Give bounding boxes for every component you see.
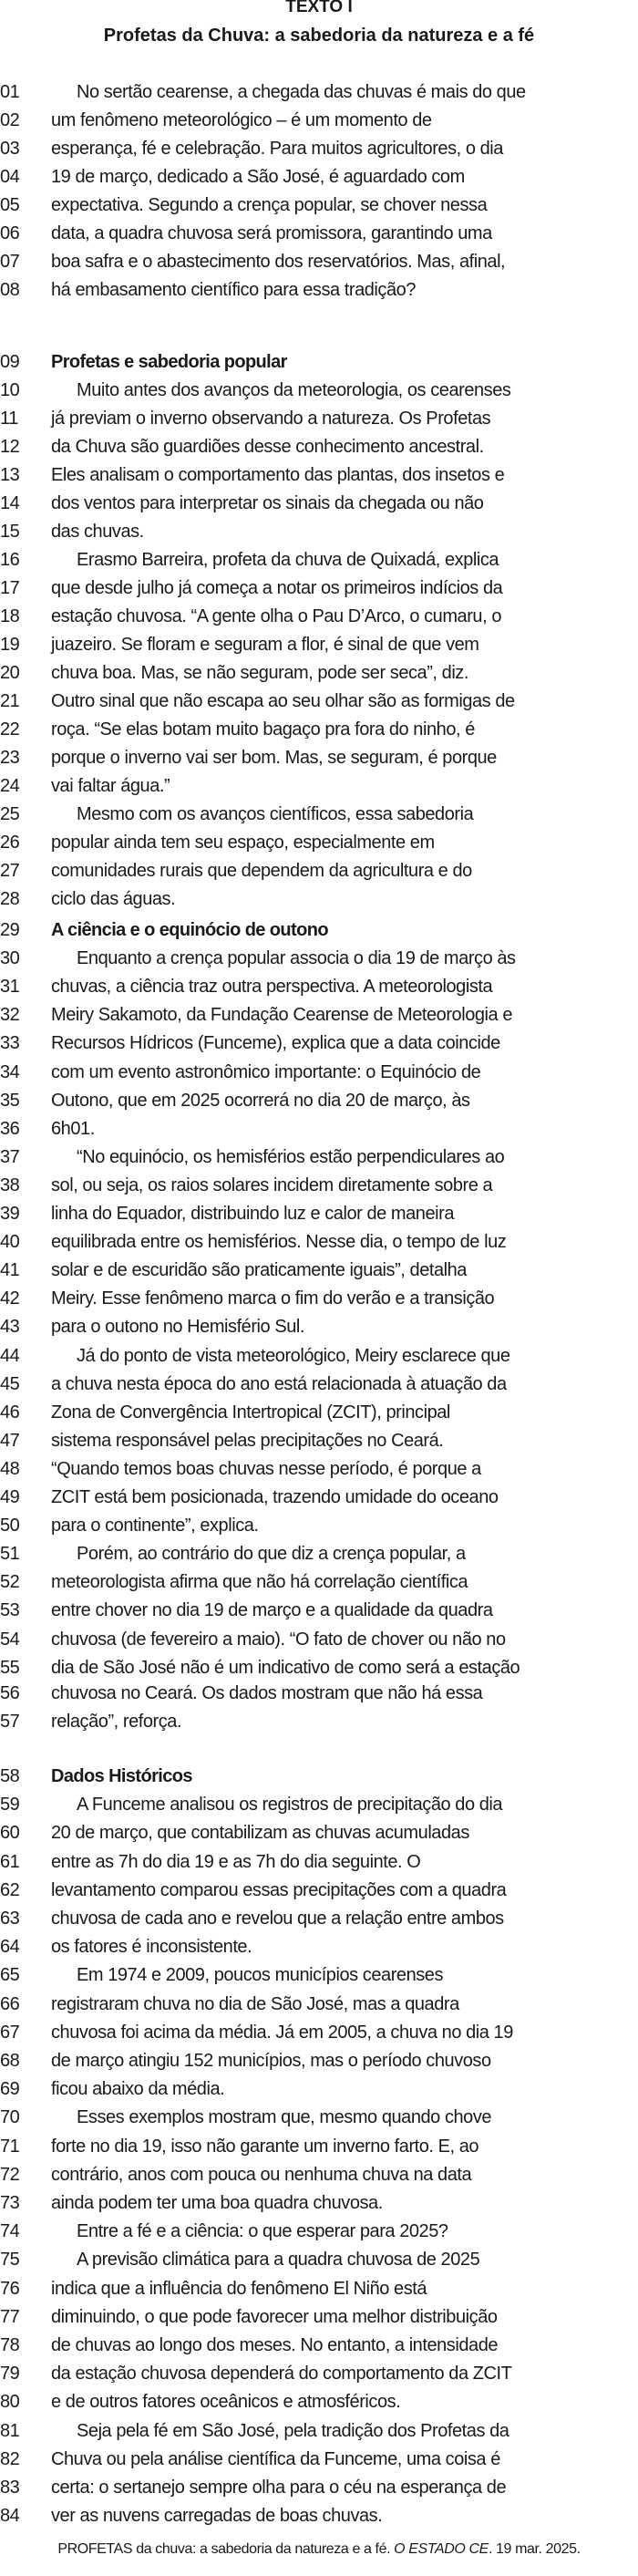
text-line xyxy=(0,2246,638,2274)
text-line xyxy=(0,945,638,973)
line-number: 21 xyxy=(0,691,20,711)
line-number: 40 xyxy=(0,1232,20,1253)
line-number: 42 xyxy=(0,1288,20,1309)
line-text: sistema responsável pelas precipitações no Ceará. xyxy=(51,1430,444,1451)
line-text: Chuva ou pela análise científica da Funceme, uma coisa é xyxy=(51,2448,500,2469)
line-number: 71 xyxy=(0,2136,20,2157)
line-number: 72 xyxy=(0,2164,20,2185)
line-text: de março atingiu 152 municípios, mas o período chuvoso xyxy=(51,2051,491,2071)
line-text: com um evento astronômico importante: o Equinócio de xyxy=(51,1061,481,1082)
line-text: No sertão cearense, a chegada das chuvas é mais do que xyxy=(77,82,526,102)
line-number: 37 xyxy=(0,1146,20,1167)
text-line xyxy=(0,2303,638,2332)
line-number: 47 xyxy=(0,1430,20,1451)
line-number: 12 xyxy=(0,437,20,457)
line-text: solar e de escuridão são praticamente iguais”, detalha xyxy=(51,1260,467,1281)
line-number: 66 xyxy=(0,1993,20,2014)
text-line xyxy=(0,518,638,546)
citation-end: . 19 mar. 2025. xyxy=(488,2541,581,2557)
line-number: 84 xyxy=(0,2506,20,2527)
line-text: para o outono no Hemisfério Sul. xyxy=(51,1317,304,1338)
line-number: 10 xyxy=(0,380,20,400)
text-line xyxy=(0,688,638,716)
text-line xyxy=(0,2360,638,2388)
line-text: chuvosa no Ceará. Os dados mostram que não há essa xyxy=(51,1683,483,1703)
section-heading: A ciência e o equinócio de outono xyxy=(51,920,328,940)
line-text: relação”, reforça. xyxy=(51,1712,182,1732)
line-text: Já do ponto de vista meteorológico, Meiry esclarece que xyxy=(77,1345,510,1366)
line-text: Zona de Convergência Intertropical (ZCIT), principal xyxy=(51,1402,450,1422)
line-text: um fenômeno meteorológico – é um momento de xyxy=(51,110,432,130)
line-text: Seja pela fé em São José, pela tradição dos Profetas da xyxy=(77,2420,509,2441)
line-text: chuvosa foi acima da média. Já em 2005, a chuva no dia 19 xyxy=(51,2022,513,2043)
text-line xyxy=(0,1115,638,1143)
line-text: 6h01. xyxy=(51,1118,95,1139)
line-number: 11 xyxy=(0,409,18,429)
line-number: 41 xyxy=(0,1260,20,1281)
section-heading-line xyxy=(0,348,638,377)
line-number: 18 xyxy=(0,606,20,626)
text-line xyxy=(0,107,638,135)
line-number: 50 xyxy=(0,1516,20,1536)
line-number: 62 xyxy=(0,1879,20,1900)
line-text: comunidades rurais que dependem da agricultura e do xyxy=(51,861,472,881)
text-line xyxy=(0,1455,638,1484)
line-number: 13 xyxy=(0,465,20,485)
text-line xyxy=(0,744,638,772)
text-line xyxy=(0,857,638,885)
text-line xyxy=(0,1427,638,1455)
text-line xyxy=(0,1654,638,1682)
line-number: 28 xyxy=(0,889,20,909)
line-number: 39 xyxy=(0,1204,20,1224)
line-number: 58 xyxy=(0,1766,20,1786)
line-number: 82 xyxy=(0,2448,20,2469)
line-number: 17 xyxy=(0,578,20,598)
line-text: diminuindo, o que pode favorecer uma melhor distribuição xyxy=(51,2306,498,2327)
citation xyxy=(0,2539,638,2560)
line-number: 83 xyxy=(0,2478,20,2498)
line-text: popular ainda tem seu espaço, especialmente em xyxy=(51,833,435,853)
line-text: Outono, que em 2025 ocorrerá no dia 20 de março, às xyxy=(51,1090,470,1111)
line-number: 76 xyxy=(0,2278,20,2299)
text-line xyxy=(0,2075,638,2104)
text-line xyxy=(0,191,638,220)
text-line xyxy=(0,772,638,801)
line-number: 73 xyxy=(0,2193,20,2213)
citation-source: O ESTADO CE xyxy=(394,2541,489,2557)
text-line xyxy=(0,885,638,914)
text-line xyxy=(0,2388,638,2416)
text-line xyxy=(0,1087,638,1115)
text-line xyxy=(0,220,638,248)
line-text: juazeiro. Se floram e seguram a flor, é sinal de que vem xyxy=(51,635,479,655)
line-text: entre as 7h do dia 19 e as 7h do dia seguinte. O xyxy=(51,1851,421,1872)
line-text: A previsão climática para a quadra chuvosa de 2025 xyxy=(77,2250,480,2271)
line-number: 49 xyxy=(0,1487,20,1507)
line-number: 29 xyxy=(0,920,20,940)
text-line xyxy=(0,1200,638,1228)
line-number: 54 xyxy=(0,1629,20,1650)
text-line xyxy=(0,1626,638,1654)
line-number: 23 xyxy=(0,748,20,768)
line-number: 55 xyxy=(0,1657,20,1678)
line-number: 06 xyxy=(0,223,20,243)
line-text: vai faltar água.” xyxy=(51,776,170,796)
line-number: 16 xyxy=(0,550,20,570)
line-text: Em 1974 e 2009, poucos municípios cearenses xyxy=(77,1965,444,1986)
text-line xyxy=(0,135,638,163)
text-line xyxy=(0,1680,638,1708)
text-line xyxy=(0,546,638,574)
line-text: chuva boa. Mas, se não seguram, pode ser seca”, diz. xyxy=(51,663,468,683)
text-line xyxy=(0,603,638,631)
line-text: Eles analisam o comportamento das plantas, dos insetos e xyxy=(51,465,505,485)
line-text: dia de São José não é um indicativo de como será a estação xyxy=(51,1657,520,1678)
line-text: esperança, fé e celebração. Para muitos agricultores, o dia xyxy=(51,139,503,159)
line-text: ZCIT está bem posicionada, trazendo umidade do oceano xyxy=(51,1487,499,1507)
text-line xyxy=(0,1484,638,1512)
line-number: 51 xyxy=(0,1544,20,1565)
text-line xyxy=(0,2019,638,2047)
text-line xyxy=(0,1791,638,1819)
line-number: 68 xyxy=(0,2051,20,2071)
text-line xyxy=(0,1933,638,1961)
text-line xyxy=(0,1877,638,1905)
line-text: da estação chuvosa dependerá do comportamento da ZCIT xyxy=(51,2364,512,2385)
line-text: Porém, ao contrário do que diz a crença popular, a xyxy=(77,1544,466,1565)
section-heading-line xyxy=(0,1763,638,1791)
section-heading-line xyxy=(0,916,638,945)
line-number: 78 xyxy=(0,2335,20,2355)
line-number: 14 xyxy=(0,493,20,513)
text-line xyxy=(0,1399,638,1427)
line-number: 45 xyxy=(0,1373,20,1394)
text-line xyxy=(0,163,638,191)
text-line xyxy=(0,574,638,603)
line-number: 81 xyxy=(0,2420,20,2441)
line-text: já previam o inverno observando a natureza. Os Profetas xyxy=(51,409,491,429)
line-text: Mesmo com os avanços científicos, essa sabedoria xyxy=(77,804,474,824)
line-text: “Quando temos boas chuvas nesse período, é porque a xyxy=(51,1458,481,1479)
line-number: 74 xyxy=(0,2221,20,2242)
line-text: da Chuva são guardiões desse conhecimento ancestral. xyxy=(51,437,484,457)
line-text: Esses exemplos mostram que, mesmo quando chove xyxy=(77,2107,492,2128)
text-line xyxy=(0,405,638,433)
line-text: “No equinócio, os hemisférios estão perpendiculares ao xyxy=(77,1146,505,1167)
line-text: a chuva nesta época do ano está relacionada à atuação da xyxy=(51,1373,507,1394)
line-number: 48 xyxy=(0,1458,20,1479)
text-line xyxy=(0,1905,638,1933)
line-number: 32 xyxy=(0,1005,20,1026)
line-number: 05 xyxy=(0,195,20,215)
text-line xyxy=(0,377,638,405)
text-line xyxy=(0,1568,638,1597)
text-line xyxy=(0,2104,638,2132)
line-text: Entre a fé e a ciência: o que esperar para 2025? xyxy=(77,2221,448,2242)
text-line xyxy=(0,1172,638,1200)
line-text: registraram chuva no dia de São José, mas a quadra xyxy=(51,1993,459,2014)
text-line xyxy=(0,1285,638,1313)
text-line xyxy=(0,973,638,1001)
line-text: Erasmo Barreira, profeta da chuva de Quixadá, explica xyxy=(77,550,499,570)
text-line xyxy=(0,461,638,490)
line-number: 03 xyxy=(0,139,20,159)
line-text: há embasamento científico para essa tradição? xyxy=(51,280,416,300)
line-number: 44 xyxy=(0,1345,20,1366)
text-line xyxy=(0,1059,638,1087)
article-title: Profetas da Chuva: a sabedoria da natureza e a fé xyxy=(103,26,535,46)
line-text: ficou abaixo da média. xyxy=(51,2079,225,2100)
text-line xyxy=(0,490,638,518)
line-text: A Funceme analisou os registros de precipitação do dia xyxy=(77,1795,503,1816)
line-text: das chuvas. xyxy=(51,522,144,542)
line-number: 31 xyxy=(0,977,20,998)
text-line xyxy=(0,1313,638,1341)
line-text: 20 de março, que contabilizam as chuvas acumuladas xyxy=(51,1823,469,1844)
line-text: levantamento comparou essas precipitações com a quadra xyxy=(51,1879,507,1900)
line-number: 61 xyxy=(0,1851,20,1872)
line-text: meteorologista afirma que não há correlação científica xyxy=(51,1572,468,1593)
text-line xyxy=(0,2133,638,2161)
line-text: boa safra e o abastecimento dos reservatórios. Mas, afinal, xyxy=(51,252,506,272)
line-number: 79 xyxy=(0,2364,20,2385)
line-text: linha do Equador, distribuindo luz e calor de maneira xyxy=(51,1204,454,1224)
line-text: dos ventos para interpretar os sinais da chegada ou não xyxy=(51,493,484,513)
line-number: 56 xyxy=(0,1683,20,1703)
text-line xyxy=(0,1961,638,1990)
line-text: equilibrada entre os hemisférios. Nesse dia, o tempo de luz xyxy=(51,1232,507,1253)
line-number: 33 xyxy=(0,1033,20,1054)
text-line xyxy=(0,78,638,107)
line-text: ciclo das águas. xyxy=(51,889,176,909)
text-line xyxy=(0,2502,638,2530)
line-number: 53 xyxy=(0,1600,20,1621)
text-label: TEXTO I xyxy=(285,0,353,16)
text-line xyxy=(0,1597,638,1625)
text-line xyxy=(0,2161,638,2189)
text-line xyxy=(0,2417,638,2446)
line-number: 69 xyxy=(0,2079,20,2100)
line-text: que desde julho já começa a notar os primeiros indícios da xyxy=(51,578,503,598)
line-text: data, a quadra chuvosa será promissora, garantindo uma xyxy=(51,223,492,243)
line-number: 34 xyxy=(0,1061,20,1082)
text-line xyxy=(0,1228,638,1257)
line-text: contrário, anos com pouca ou nenhuma chuva na data xyxy=(51,2164,472,2185)
line-number: 80 xyxy=(0,2392,20,2413)
text-line xyxy=(0,1371,638,1399)
text-line xyxy=(0,2218,638,2246)
text-line xyxy=(0,1512,638,1540)
line-number: 02 xyxy=(0,110,20,130)
line-number: 08 xyxy=(0,280,20,300)
line-text: Recursos Hídricos (Funceme), explica que a data coincide xyxy=(51,1033,500,1054)
line-text: indica que a influência do fenômeno El Niño está xyxy=(51,2278,427,2299)
line-number: 19 xyxy=(0,635,20,655)
text-line xyxy=(0,2446,638,2474)
section-heading: Profetas e sabedoria popular xyxy=(51,352,287,372)
line-text: ainda podem ter uma boa quadra chuvosa. xyxy=(51,2193,383,2213)
line-number: 67 xyxy=(0,2022,20,2043)
line-number: 30 xyxy=(0,948,20,969)
line-number: 36 xyxy=(0,1118,20,1139)
line-number: 59 xyxy=(0,1795,20,1816)
line-text: chuvosa de cada ano e revelou que a relação entre ambos xyxy=(51,1909,504,1929)
text-line xyxy=(0,2275,638,2303)
line-number: 60 xyxy=(0,1823,20,1844)
citation-start: PROFETAS da chuva: a sabedoria da natureza e a fé. xyxy=(57,2541,395,2557)
line-number: 35 xyxy=(0,1090,20,1111)
line-text: para o continente”, explica. xyxy=(51,1516,259,1536)
line-text: expectativa. Segundo a crença popular, se chover nessa xyxy=(51,195,488,215)
text-line xyxy=(0,1848,638,1877)
line-number: 24 xyxy=(0,776,20,796)
line-text: Outro sinal que não escapa ao seu olhar são as formigas de xyxy=(51,691,515,711)
line-number: 75 xyxy=(0,2250,20,2271)
line-number: 57 xyxy=(0,1712,20,1732)
line-text: chuvas, a ciência traz outra perspectiva. A meteorologista xyxy=(51,977,493,998)
line-number: 65 xyxy=(0,1965,20,1986)
text-line xyxy=(0,2047,638,2075)
line-number: 25 xyxy=(0,804,20,824)
line-text: Muito antes dos avanços da meteorologia, os cearenses xyxy=(77,380,511,400)
text-line xyxy=(0,631,638,659)
line-text: e de outros fatores oceânicos e atmosféricos. xyxy=(51,2392,401,2413)
text-line xyxy=(0,1342,638,1371)
line-number: 04 xyxy=(0,167,20,187)
line-text: 19 de março, dedicado a São José, é aguardado com xyxy=(51,167,465,187)
text-line xyxy=(0,659,638,688)
line-number: 70 xyxy=(0,2107,20,2128)
line-text: Enquanto a crença popular associa o dia 19 de março às xyxy=(77,948,516,969)
line-number: 43 xyxy=(0,1317,20,1338)
line-number: 38 xyxy=(0,1174,20,1195)
text-line xyxy=(0,248,638,276)
section-heading: Dados Históricos xyxy=(51,1766,192,1786)
line-number: 77 xyxy=(0,2306,20,2327)
line-text: Meiry. Esse fenômeno marca o fim do verão e a transição xyxy=(51,1288,495,1309)
line-text: os fatores é inconsistente. xyxy=(51,1937,252,1958)
line-text: certa: o sertanejo sempre olha para o céu na esperança de xyxy=(51,2478,507,2498)
line-number: 46 xyxy=(0,1402,20,1422)
text-line xyxy=(0,1708,638,1736)
text-line xyxy=(0,2332,638,2360)
line-number: 26 xyxy=(0,833,20,853)
text-line xyxy=(0,1257,638,1285)
line-number: 22 xyxy=(0,719,20,740)
line-number: 52 xyxy=(0,1572,20,1593)
text-line xyxy=(0,1001,638,1029)
text-line xyxy=(0,716,638,744)
line-number: 63 xyxy=(0,1909,20,1929)
line-number: 01 xyxy=(0,82,20,102)
line-number: 09 xyxy=(0,352,20,372)
text-line xyxy=(0,801,638,829)
text-line xyxy=(0,1991,638,2019)
line-text: sol, ou seja, os raios solares incidem diretamente sobre a xyxy=(51,1174,493,1195)
line-text: estação chuvosa. “A gente olha o Pau D’Arco, o cumaru, o xyxy=(51,606,501,626)
line-text: roça. “Se elas botam muito bagaço pra fora do ninho, é xyxy=(51,719,475,740)
line-text: ver as nuvens carregadas de boas chuvas. xyxy=(51,2506,383,2527)
line-number: 64 xyxy=(0,1937,20,1958)
line-text: de chuvas ao longo dos meses. No entanto, a intensidade xyxy=(51,2335,499,2355)
line-number: 07 xyxy=(0,252,20,272)
text-line xyxy=(0,1819,638,1847)
text-line xyxy=(0,433,638,461)
text-line xyxy=(0,2474,638,2502)
text-line xyxy=(0,1540,638,1568)
line-text: chuvosa (de fevereiro a maio). “O fato de chover ou não no xyxy=(51,1629,506,1650)
line-text: porque o inverno vai ser bom. Mas, se seguram, é porque xyxy=(51,748,497,768)
text-line xyxy=(0,1029,638,1058)
text-line xyxy=(0,1143,638,1172)
line-text: entre chover no dia 19 de março e a qualidade da quadra xyxy=(51,1600,493,1621)
line-text: Meiry Sakamoto, da Fundação Cearense de Meteorologia e xyxy=(51,1005,513,1026)
text-line xyxy=(0,2189,638,2218)
line-text: forte no dia 19, isso não garante um inverno farto. E, ao xyxy=(51,2136,479,2157)
line-number: 27 xyxy=(0,861,20,881)
text-line xyxy=(0,829,638,857)
line-number: 15 xyxy=(0,522,20,542)
text-line xyxy=(0,276,638,305)
line-number: 20 xyxy=(0,663,20,683)
